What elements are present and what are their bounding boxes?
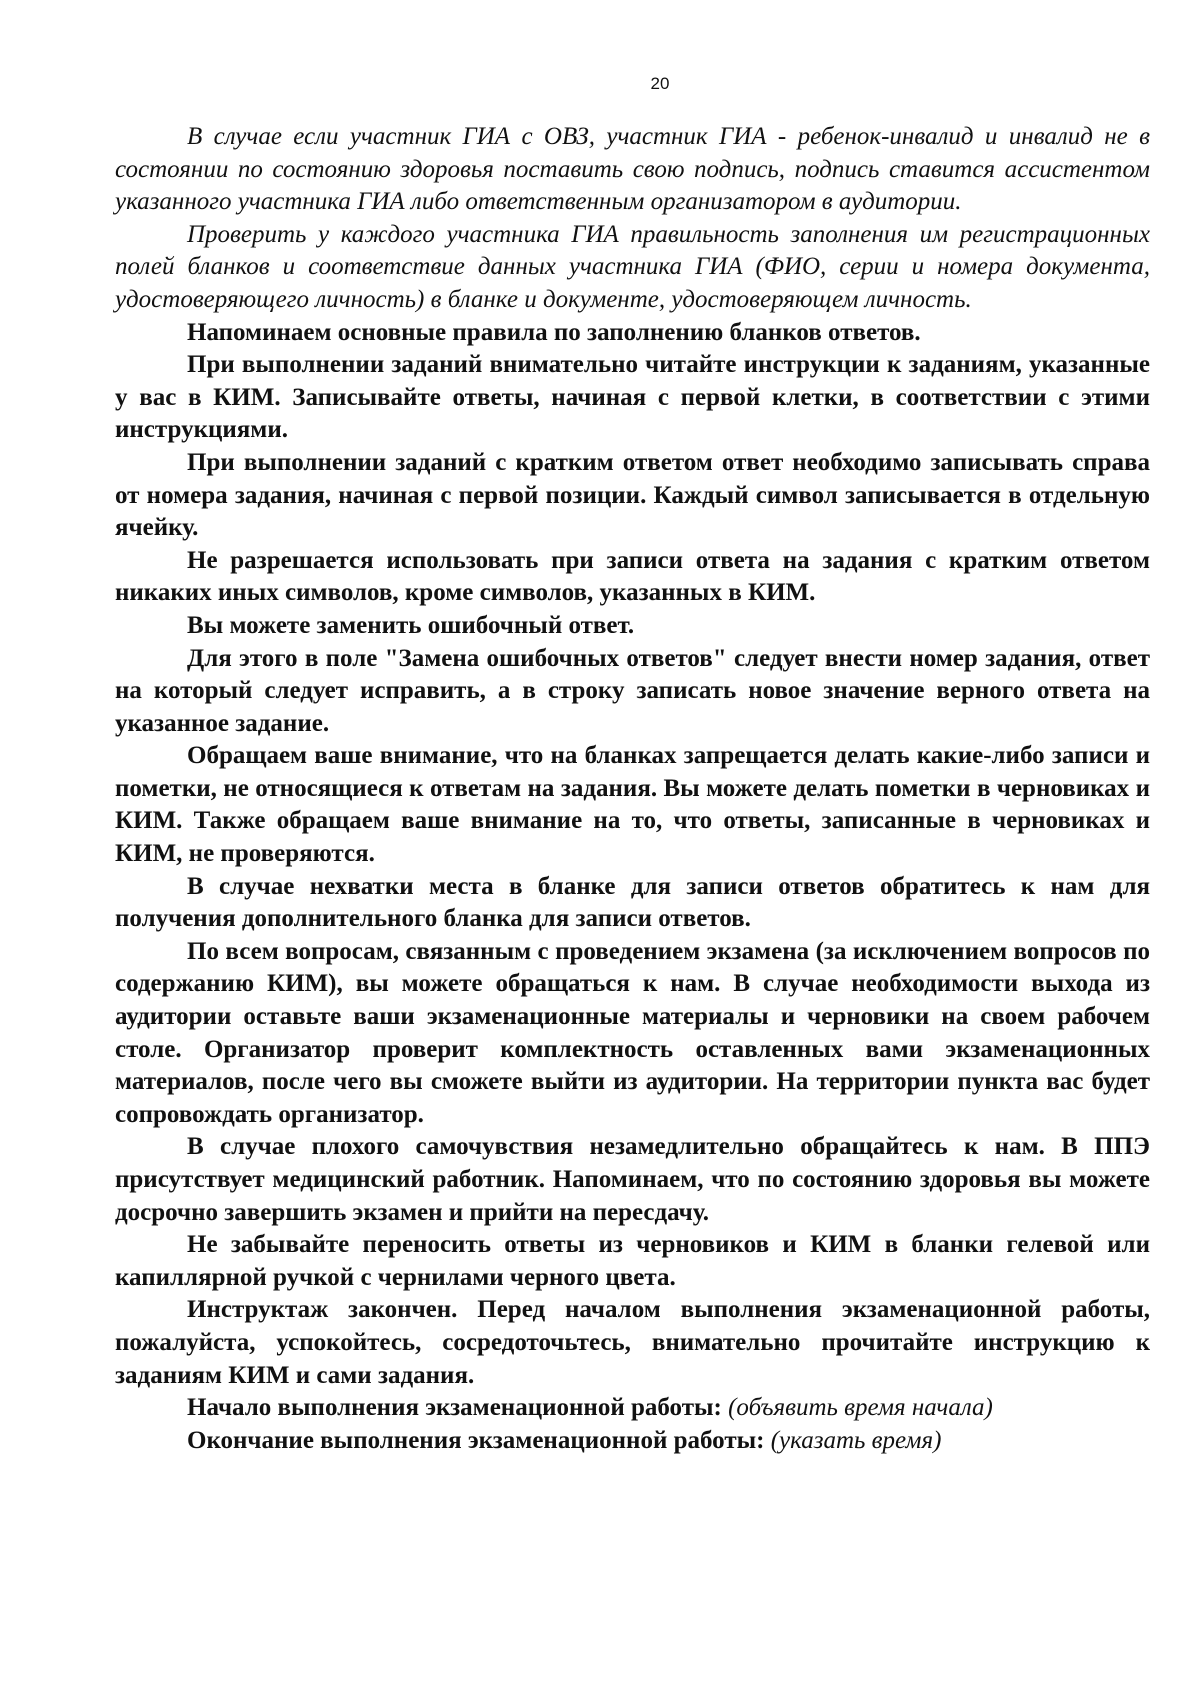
paragraph-read-instructions: При выполнении заданий внимательно читайте инструкции к заданиям, указанные у вас в КИМ. Записывайте ответы, начиная с первой клетки, в соответствии с этими инструкциями. xyxy=(115,351,1150,444)
paragraph-transfer-answers: Не забывайте переносить ответы из черновиков и КИМ в бланки гелевой или капиллярной ручкой с чернилами черного цвета. xyxy=(115,1231,1150,1291)
start-time-label: Начало выполнения экзаменационной работы: xyxy=(187,1394,722,1422)
end-time-label: Окончание выполнения экзаменационной работы: xyxy=(187,1426,765,1454)
start-time-note: (объявить время начала) xyxy=(728,1394,993,1422)
paragraph-briefing-finished: Инструктаж закончен. Перед началом выполнения экзаменационной работы, пожалуйста, успокойтесь, сосредоточьтесь, внимательно прочитайте инструкцию к заданиям КИМ и сами задания. xyxy=(115,1296,1150,1389)
paragraph-extra-form: В случае нехватки места в бланке для записи ответов обратитесь к нам для получения дополнительного бланка для записи ответов. xyxy=(115,872,1150,933)
end-time-line xyxy=(115,1425,1150,1458)
paragraph-rules-heading: Напоминаем основные правила по заполнению бланков ответов. xyxy=(187,318,921,346)
paragraph-check-registration: Проверить у каждого участника ГИА правильность заполнения им регистрационных полей бланков и соответствие данных участника ГИА (ФИО, серии и номера документа, удостоверяющего личность) в бланке и документе, удостоверяющем личность. xyxy=(115,220,1150,313)
paragraph-health: В случае плохого самочувствия незамедлительно обращайтесь к нам. В ППЭ присутствует медицинский работник. Напоминаем, что по состоянию здоровья вы можете досрочно завершить экзамен и прийти на пересдачу. xyxy=(115,1133,1150,1226)
end-time-note: (указать время) xyxy=(770,1426,942,1454)
paragraph-replace-field: Для этого в поле "Замена ошибочных ответов" следует внести номер задания, ответ на который следует исправить, а в строку записать новое значение верного ответа на указанное задание. xyxy=(115,644,1150,737)
paragraph-replace-answer: Вы можете заменить ошибочный ответ. xyxy=(187,611,635,639)
start-time-line xyxy=(115,1392,1150,1425)
paragraph-symbols-restriction: Не разрешается использовать при записи ответа на задания с кратким ответом никаких иных символов, кроме символов, указанных в КИМ. xyxy=(115,546,1150,607)
paragraph-short-answer: При выполнении заданий с кратким ответом ответ необходимо записывать справа от номера задания, начиная с первой позиции. Каждый символ записывается в отдельную ячейку. xyxy=(115,448,1150,542)
paragraph-signature-note: В случае если участник ГИА с ОВЗ, участник ГИА - ребенок-инвалид и инвалид не в состоянии по состоянию здоровья поставить свою подпись, подпись ставится ассистентом указанного участника ГИА либо ответственным организатором в аудитории. xyxy=(115,123,1150,216)
paragraph-questions-exit: По всем вопросам, связанным с проведением экзамена (за исключением вопросов по содержанию КИМ), вы можете обращаться к нам. В случае необходимости выхода из аудитории оставьте ваши экзаменационные материалы и черновики на своем рабочем столе. Организатор проверит комплектность оставленных вами экзаменационных материалов, после чего вы сможете выйти из аудитории. На территории пункта вас будет сопровождать организатор. xyxy=(115,937,1150,1128)
paragraph-no-marks: Обращаем ваше внимание, что на бланках запрещается делать какие-либо записи и пометки, не относящиеся к ответам на задания. Вы можете делать пометки в черновиках и КИМ. Также обращаем ваше внимание на то, что ответы, записанные в черновиках и КИМ, не проверяются. xyxy=(115,742,1150,868)
page-number: 20 xyxy=(650,74,670,93)
